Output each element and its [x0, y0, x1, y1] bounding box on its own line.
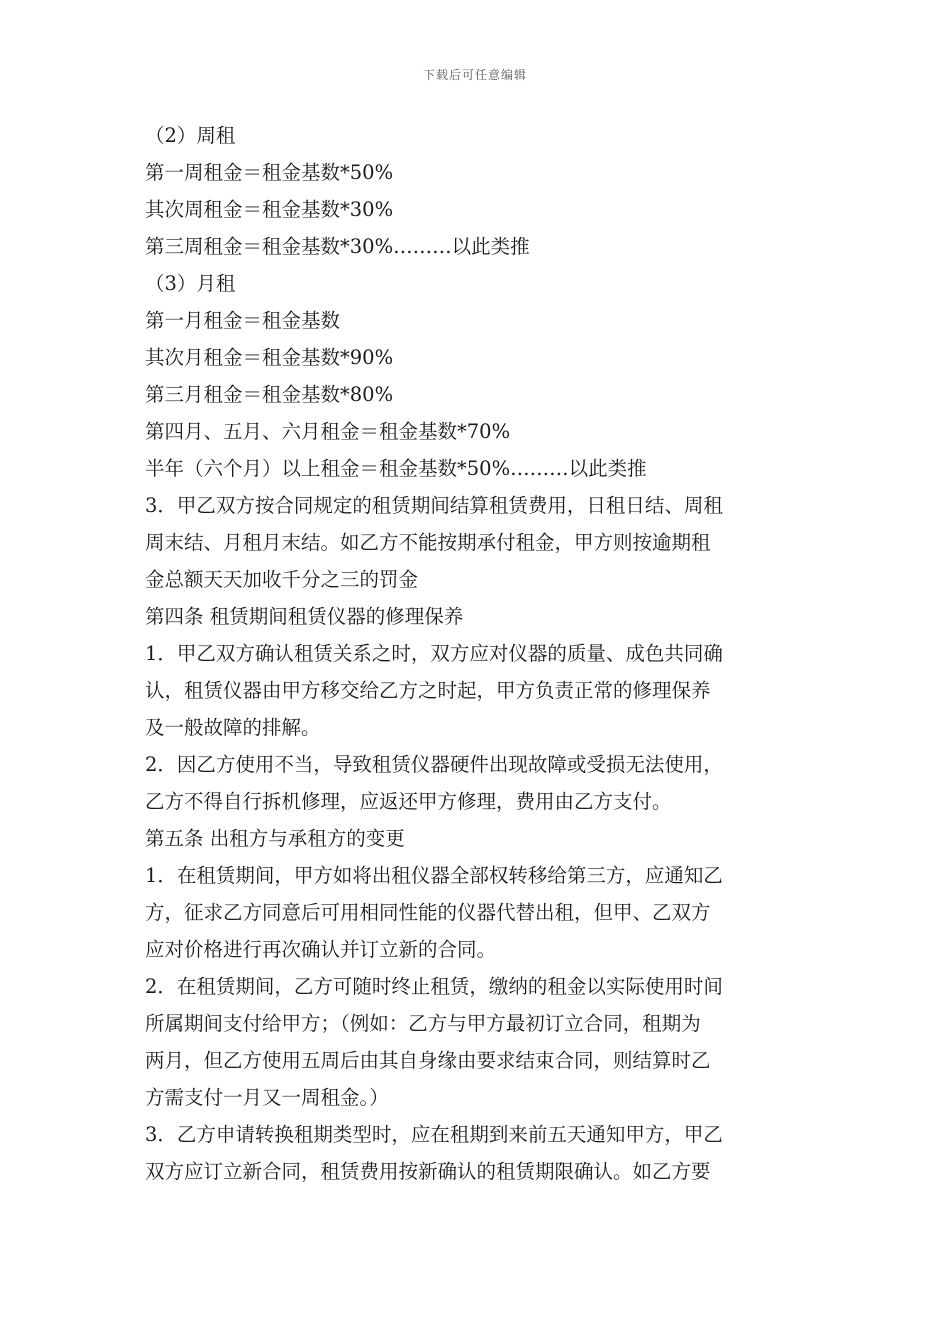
section-heading-monthly-rent: （3）月租	[145, 272, 236, 295]
text-line: 第一月租金＝租金基数	[145, 309, 341, 332]
text-line: 两月，但乙方使用五周后由其自身缘由要求结束合同，则结算时乙	[145, 1049, 711, 1072]
text-line: 3．乙方申请转换租期类型时，应在租期到来前五天通知甲方，甲乙	[145, 1123, 723, 1146]
text-line: 1．甲乙双方确认租赁关系之时，双方应对仪器的质量、成色共同确	[145, 642, 723, 665]
article-heading-4: 第四条 租赁期间租赁仪器的修理保养	[145, 605, 464, 628]
text-line: 半年（六个月）以上租金＝租金基数*50%………以此类推	[145, 457, 647, 480]
text-line: 双方应订立新合同，租赁费用按新确认的租赁期限确认。如乙方要	[145, 1160, 711, 1183]
text-line: 1．在租赁期间，甲方如将出租仪器全部权转移给第三方，应通知乙	[145, 864, 723, 887]
text-line: 方，征求乙方同意后可用相同性能的仪器代替出租，但甲、乙双方	[145, 901, 711, 924]
text-line: 金总额天天加收千分之三的罚金	[145, 568, 419, 591]
text-line: 所属期间支付给甲方；（例如：乙方与甲方最初订立合同，租期为	[145, 1012, 701, 1035]
text-line: 2．在租赁期间，乙方可随时终止租赁，缴纳的租金以实际使用时间	[145, 975, 723, 998]
text-line: 方需支付一月又一周租金。）	[145, 1086, 389, 1109]
text-line: 第三周租金＝租金基数*30%………以此类推	[145, 235, 530, 258]
text-line: 其次周租金＝租金基数*30%	[145, 198, 394, 221]
text-line: 乙方不得自行拆机修理，应返还甲方修理，费用由乙方支付。	[145, 790, 672, 813]
text-line: 周末结、月租月末结。如乙方不能按期承付租金，甲方则按逾期租	[145, 531, 711, 554]
section-heading-weekly-rent: （2）周租	[145, 124, 236, 147]
text-line: 第一周租金＝租金基数*50%	[145, 161, 394, 184]
page-header: 下载后可任意编辑	[422, 68, 527, 82]
text-line: 认，租赁仪器由甲方移交给乙方之时起，甲方负责正常的修理保养	[145, 679, 711, 702]
article-heading-5: 第五条 出租方与承租方的变更	[145, 827, 405, 850]
text-line: 2．因乙方使用不当，导致租赁仪器硬件出现故障或受损无法使用，	[145, 753, 723, 776]
text-line: 第三月租金＝租金基数*80%	[145, 383, 394, 406]
text-line: 应对价格进行再次确认并订立新的合同。	[145, 938, 497, 961]
document-body	[145, 117, 810, 1190]
text-line: 其次月租金＝租金基数*90%	[145, 346, 394, 369]
text-line: 第四月、五月、六月租金＝租金基数*70%	[145, 420, 511, 443]
text-line: 3．甲乙双方按合同规定的租赁期间结算租赁费用，日租日结、周租	[145, 494, 723, 517]
text-line: 及一般故障的排解。	[145, 716, 321, 739]
